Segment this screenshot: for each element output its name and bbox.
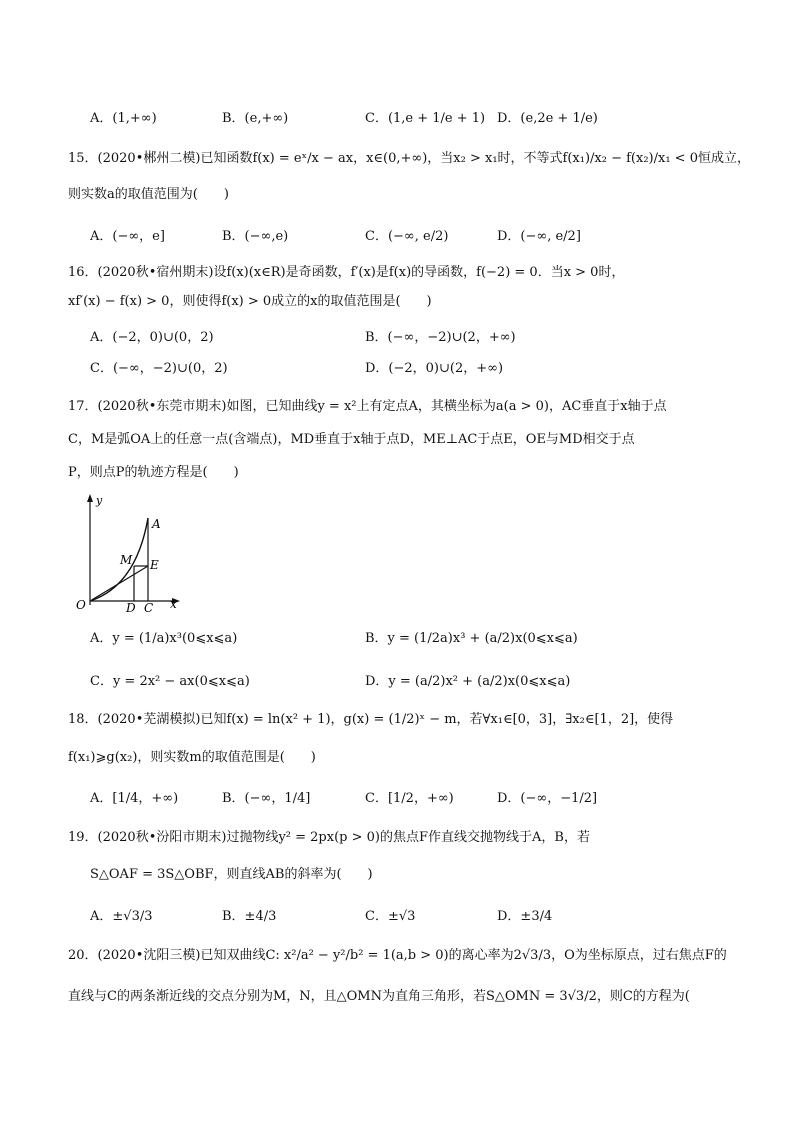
q17-line3: P，则点P的轨迹方程是( ) bbox=[68, 465, 239, 480]
q16-option-d: D．(−2，0)∪(2，+∞) bbox=[365, 361, 504, 376]
q15-option-d: D．(−∞, e/2] bbox=[497, 229, 581, 244]
q14-option-a: A．(1,+∞) bbox=[90, 111, 157, 126]
label-a: A bbox=[152, 517, 161, 531]
q14-option-b: B．(e,+∞) bbox=[222, 111, 289, 126]
q18-line1 bbox=[68, 711, 673, 729]
label-d: D bbox=[126, 601, 136, 612]
q15-option-a: A．(−∞，e] bbox=[90, 229, 165, 244]
q19-line2: S△OAF = 3S△OBF，则直线AB的斜率为( ) bbox=[90, 867, 373, 882]
q15-text-d: f(x₁)/x₂ − f(x₂)/x₁ < 0恒成立， bbox=[562, 151, 750, 166]
q19-option-a: A．±√3/3 bbox=[90, 909, 153, 924]
q18-line2: f(x₁)⩾g(x₂)，则实数m的取值范围是( ) bbox=[68, 750, 316, 765]
q20-text-1: 已知双曲线C: x²/a² − y²/b² = 1(a,b > 0)的离心率为2√3/3，O为坐标原点，过右焦点F的 bbox=[200, 948, 727, 963]
q17-source: 17．(2020秋•东莞市期末) bbox=[68, 399, 227, 414]
q19-option-d: D．±3/4 bbox=[497, 909, 553, 924]
q15-line2: 则实数a的取值范围为( ) bbox=[68, 187, 229, 202]
y-axis-arrow bbox=[87, 494, 93, 502]
q18-option-d: D．(−∞，−1/2] bbox=[497, 791, 598, 806]
q15-option-c: C．(−∞, e/2) bbox=[365, 229, 449, 244]
q19-text-1: 过抛物线y² = 2px(p > 0)的焦点F作直线交抛物线于A，B，若 bbox=[226, 830, 590, 845]
q20-line1 bbox=[68, 947, 727, 965]
q19-option-b: B．±4/3 bbox=[222, 909, 277, 924]
label-e: E bbox=[150, 558, 159, 572]
q16-option-b: B．(−∞，−2)∪(2，+∞) bbox=[365, 330, 516, 345]
label-y: y bbox=[96, 494, 103, 507]
q16-option-c: C．(−∞，−2)∪(0，2) bbox=[90, 361, 228, 376]
label-x: x bbox=[170, 597, 177, 611]
q16-text-1: 设f(x)(x∈R)是奇函数，f′(x)是f(x)的导函数，f(−2) = 0．当x > 0时， bbox=[213, 265, 625, 280]
q17-line1 bbox=[68, 398, 667, 416]
label-m: M bbox=[120, 553, 133, 567]
q19-source: 19．(2020秋•汾阳市期末) bbox=[68, 830, 227, 845]
q14-option-c: C．(1,e + 1/e + 1) bbox=[365, 111, 486, 126]
label-c: C bbox=[144, 601, 154, 612]
q17-text-1: 如图，已知曲线y = x²上有定点A，其横坐标为a(a > 0)，AC垂直于x轴于点 bbox=[226, 399, 667, 414]
q17-option-a: A．y = (1/a)x³(0⩽x⩽a) bbox=[90, 631, 238, 646]
q17-figure bbox=[68, 490, 188, 612]
q17-option-b: B．y = (1/2a)x³ + (a/2)x(0⩽x⩽a) bbox=[365, 631, 578, 646]
q18-option-b: B．(−∞，1/4] bbox=[222, 791, 311, 806]
line-oe bbox=[90, 566, 148, 601]
q19-option-c: C．±√3 bbox=[365, 909, 416, 924]
q14-option-d: D．(e,2e + 1/e) bbox=[497, 111, 598, 126]
q18-source: 18．(2020•芜湖模拟) bbox=[68, 712, 201, 727]
q17-line2: C，M是弧OA上的任意一点(含端点)，MD垂直于x轴于点D，ME⊥AC于点E，OE与MD相交于点 bbox=[68, 432, 635, 447]
parabola-curve bbox=[90, 518, 148, 601]
q20-source: 20．(2020•沈阳三模) bbox=[68, 948, 201, 963]
q19-line1 bbox=[68, 829, 590, 847]
q20-line2: 直线与C的两条渐近线的交点分别为M，N，且△OMN为直角三角形，若S△OMN = 3√3/2，则C的方程为( bbox=[68, 989, 690, 1004]
q18-option-a: A．[1/4，+∞) bbox=[90, 791, 179, 806]
label-o: O bbox=[76, 598, 86, 612]
q15-line1 bbox=[68, 150, 750, 168]
q18-option-c: C．[1/2，+∞) bbox=[365, 791, 454, 806]
q15-text-a: 已知函数 bbox=[200, 151, 253, 166]
q16-option-a: A．(−2，0)∪(0，2) bbox=[90, 330, 214, 345]
q16-line2: xf′(x) − f(x) > 0，则使得f(x) > 0成立的x的取值范围是( ) bbox=[68, 294, 432, 309]
q17-option-c: C．y = 2x² − ax(0⩽x⩽a) bbox=[90, 674, 250, 689]
q15-source: 15．(2020•郴州二模) bbox=[68, 151, 201, 166]
q16-line1 bbox=[68, 264, 624, 282]
q16-source: 16．(2020秋•宿州期末) bbox=[68, 265, 214, 280]
q15-text-b: f(x) = eˣ/x − ax，x∈(0,+∞)，当 bbox=[252, 151, 454, 166]
q17-option-d: D．y = (a/2)x² + (a/2)x(0⩽x⩽a) bbox=[365, 674, 571, 689]
q15-option-b: B．(−∞,e) bbox=[222, 229, 289, 244]
q15-text-c: x₂ > x₁时，不等式 bbox=[453, 151, 563, 166]
q18-text-1: 已知f(x) = ln(x² + 1)，g(x) = (1/2)ˣ − m，若∀x₁∈[0，3]，∃x₂∈[1，2]，使得 bbox=[200, 712, 674, 727]
